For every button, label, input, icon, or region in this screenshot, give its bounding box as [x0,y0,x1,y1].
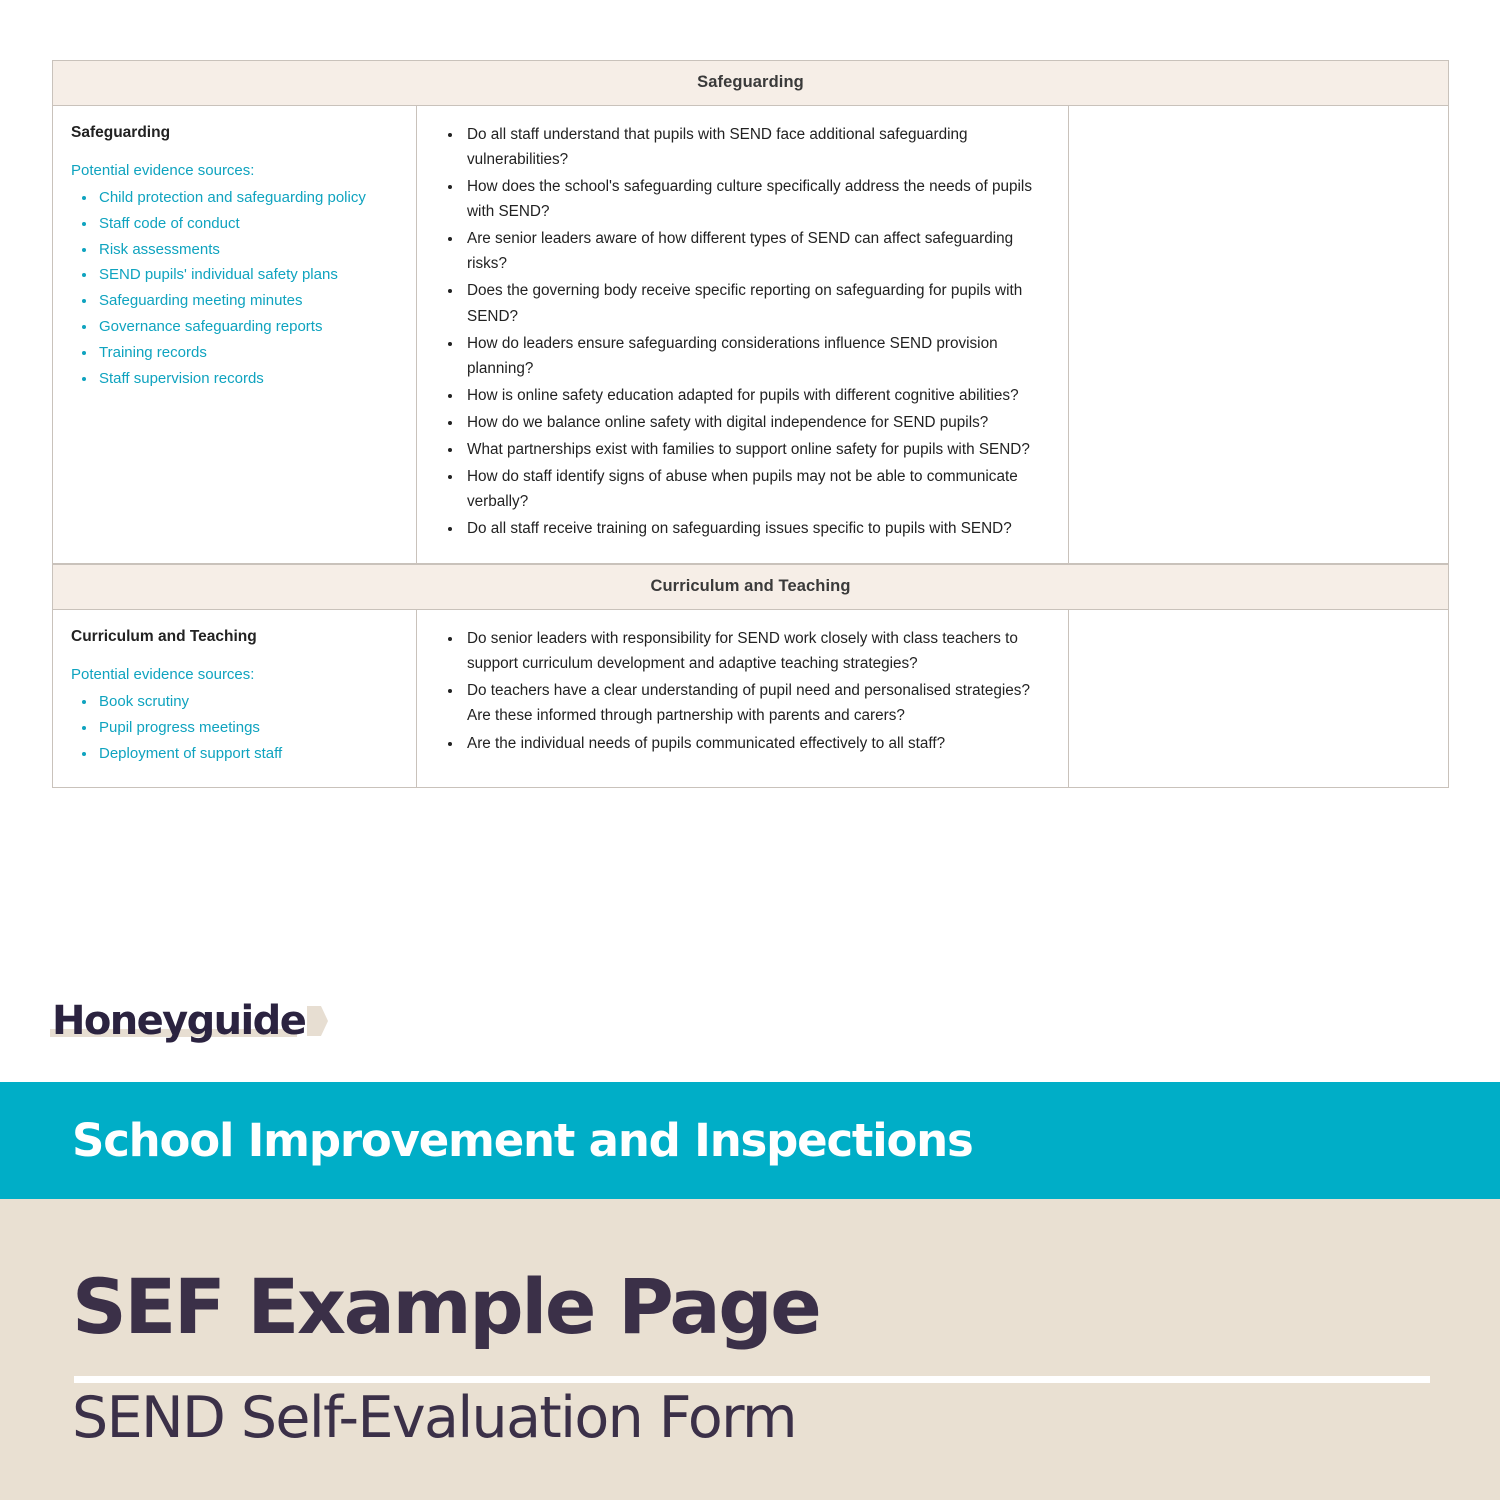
list-item: • Are the individual needs of pupils communicated effectively to all staff? [463,731,1054,756]
list-item: • Staff code of conduct [97,211,398,237]
honeyguide-logo [52,995,329,1047]
list-item: • Risk assessments [97,237,398,263]
sef-table [52,60,1449,788]
list-item: • How do we balance online safety with digital independence for SEND pupils? [463,410,1054,435]
list-item: • How do staff identify signs of abuse when pupils may not be able to communicate verbally? [463,464,1054,514]
questions-cell [417,106,1069,563]
list-item: • What partnerships exist with families to support online safety for pupils with SEND? [463,437,1054,462]
list-item: • Deployment of support staff [97,741,398,767]
list-item: • Safeguarding meeting minutes [97,288,398,314]
area-title: Curriculum and Teaching [71,628,257,646]
notes-cell[interactable] [1069,610,1448,786]
evidence-list [71,185,398,391]
list-item: • Do senior leaders with responsibility for SEND work closely with class teachers to support curriculum development and adaptive teaching strategies? [463,626,1054,676]
list-item: • How is online safety education adapted for pupils with different cognitive abilities? [463,383,1054,408]
list-item: • Staff supervision records [97,366,398,392]
list-item: • Governance safeguarding reports [97,314,398,340]
logo-text: Honeyguide [52,998,306,1044]
area-title: Safeguarding [71,124,171,141]
list-item: • How do leaders ensure safeguarding considerations influence SEND provision planning? [463,331,1054,381]
evidence-list [71,689,398,766]
evidence-cell [53,610,417,786]
evidence-cell [53,106,417,563]
section-header-curriculum-and-teaching: Curriculum and Teaching [53,564,1448,610]
questions-cell [417,610,1069,786]
page-subtitle: SEND Self-Evaluation Form [72,1385,796,1451]
list-item: • Training records [97,340,398,366]
list-item: • Child protection and safeguarding policy [97,185,398,211]
list-item: • Does the governing body receive specific reporting on safeguarding for pupils with SEND? [463,278,1054,328]
banner-title: School Improvement and Inspections [72,1114,973,1167]
notes-cell[interactable] [1069,106,1448,563]
list-item: • Do all staff understand that pupils with SEND face additional safeguarding vulnerabilities? [463,122,1054,172]
page-title: SEF Example Page [72,1262,820,1351]
chevron-right-icon [307,1004,329,1038]
list-item: • Pupil progress meetings [97,715,398,741]
banner [0,1082,1500,1199]
divider [74,1376,1430,1383]
evidence-label: Potential evidence sources: [71,666,255,684]
evidence-label: Potential evidence sources: [71,162,255,179]
questions-list [439,122,1054,541]
list-item: • Do teachers have a clear understanding of pupil need and personalised strategies? Are these informed through partnership with parents and carers? [463,678,1054,728]
table-row [53,106,1448,564]
footer [0,1199,1500,1500]
list-item: • Do all staff receive training on safeguarding issues specific to pupils with SEND? [463,516,1054,541]
list-item: • Book scrutiny [97,689,398,715]
questions-list [439,626,1054,755]
list-item: • SEND pupils' individual safety plans [97,262,398,288]
list-item: • How does the school's safeguarding culture specifically address the needs of pupils with SEND? [463,174,1054,224]
list-item: • Are senior leaders aware of how different types of SEND can affect safeguarding risks? [463,226,1054,276]
table-row [53,610,1448,786]
section-header-safeguarding: Safeguarding [53,61,1448,106]
